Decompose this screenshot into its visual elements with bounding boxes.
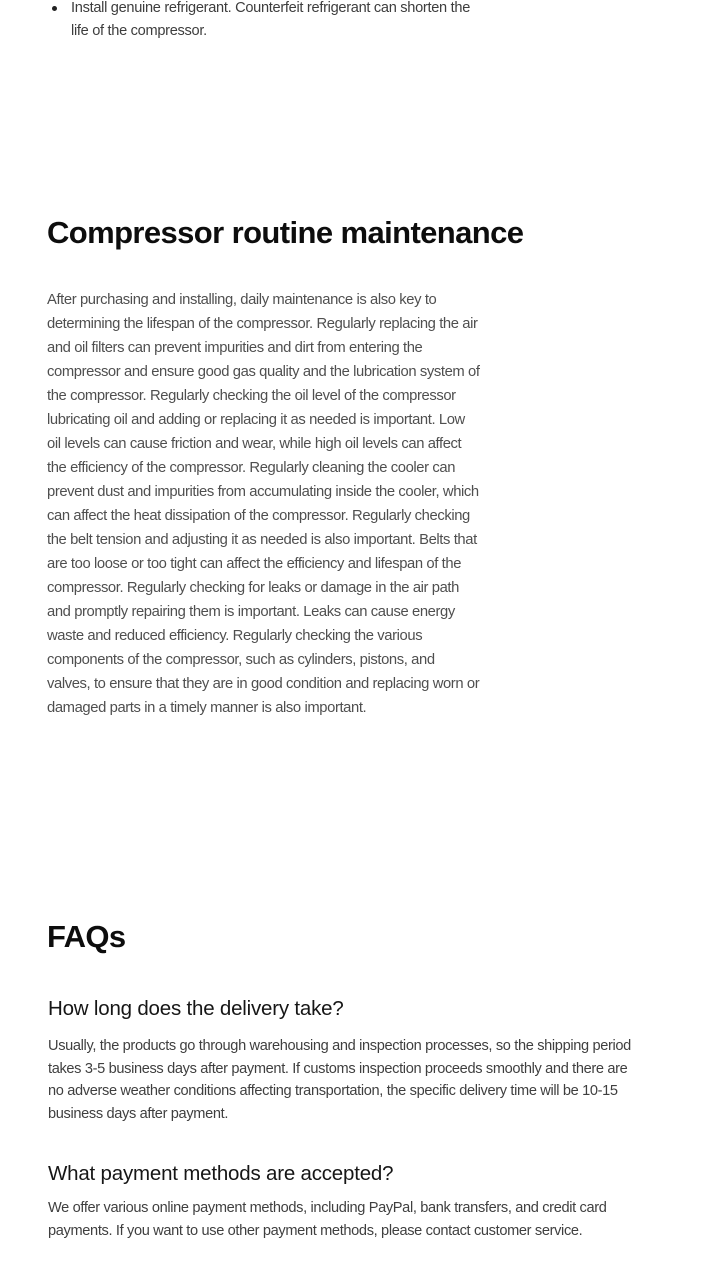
faq-answer-delivery: Usually, the products go through warehousing and inspection processes, so the shipping period takes 3-5 business days after payment. If customs inspection proceeds smoothly and there are no adverse weather conditions affecting transportation, the specific delivery time will be 10-15 business days after payment. (48, 1038, 631, 1122)
bullet-icon (52, 6, 57, 11)
faq-answer-payment: We offer various online payment methods, including PayPal, bank transfers, and credit card payments. If you want to use other payment methods, please contact customer service. (48, 1200, 607, 1239)
maintenance-paragraph: After purchasing and installing, daily maintenance is also key to determining the lifespan of the compressor. Regularly replacing the air and oil filters can prevent impurities and dirt from entering the compressor and ensure good gas quality and the lubrication system of the compressor. Regularly checking the oil level of the compressor lubricating oil and adding or replacing it as needed is important. Low oil levels can cause friction and wear, while high oil levels can affect the efficiency of the compressor. Regularly cleaning the cooler can prevent dust and impurities from accumulating inside the cooler, which can affect the heat dissipation of the compressor. Regularly checking the belt tension and adjusting it as needed is also important. Belts that are too loose or too tight can affect the efficiency and lifespan of the compressor. Regularly checking for leaks or damage in the air path and promptly repairing them is important. Leaks can cause energy waste and reduced efficiency. Regularly checking the various components of the compressor, such as cylinders, pistons, and valves, to ensure that they are in good condition and replacing worn or damaged parts in a timely manner is also important. (47, 292, 480, 716)
section-heading-maintenance: Compressor routine maintenance (47, 215, 524, 250)
faq-question-payment: What payment methods are accepted? (48, 1162, 394, 1185)
list-item (47, 0, 479, 43)
section-heading-faqs: FAQs (47, 919, 126, 954)
faq-question-delivery: How long does the delivery take? (48, 997, 344, 1020)
list-item-text: Install genuine refrigerant. Counterfeit refrigerant can shorten the life of the compressor. (71, 0, 471, 39)
